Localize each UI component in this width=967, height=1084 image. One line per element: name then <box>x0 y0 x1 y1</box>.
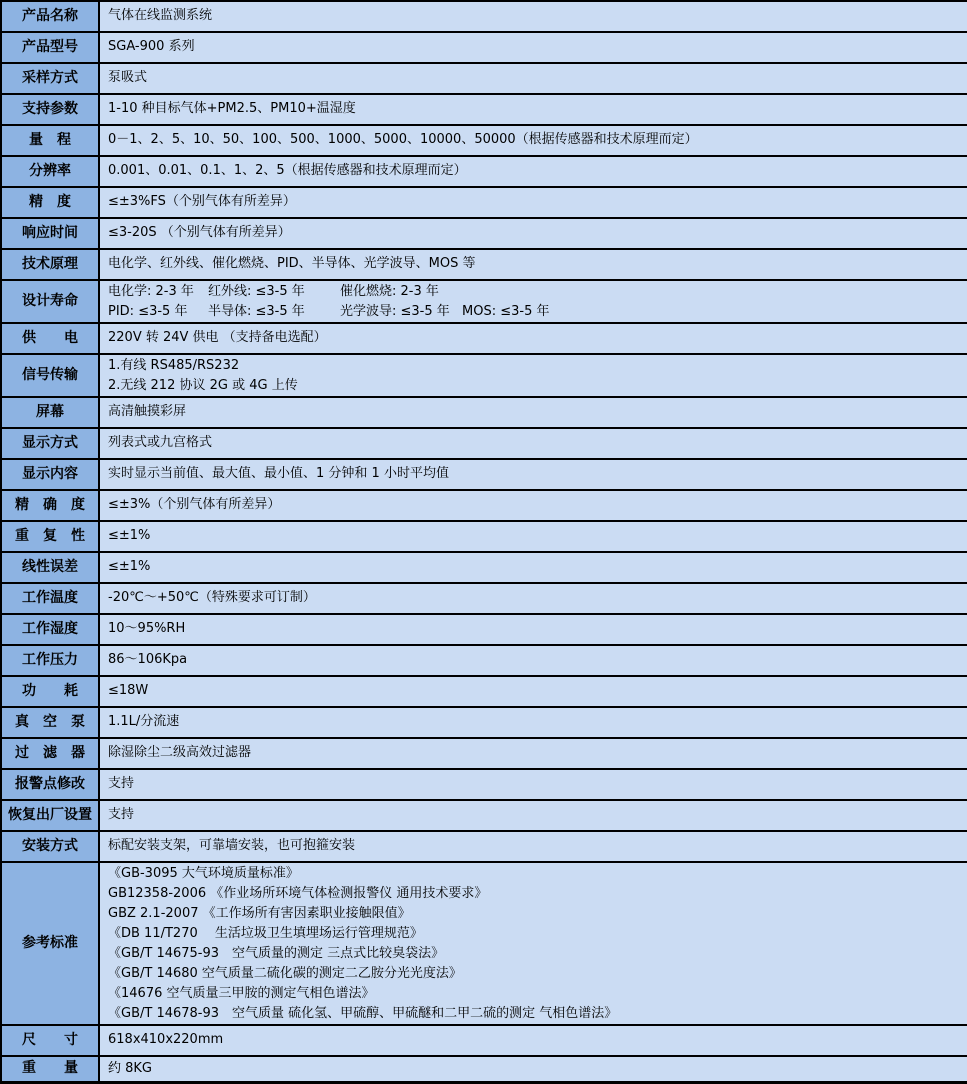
spec-label: 参考标准 <box>2 863 100 1024</box>
spec-label: 产品型号 <box>2 33 100 62</box>
spec-row <box>2 615 967 646</box>
spec-label: 重 复 性 <box>2 522 100 551</box>
spec-value-segment: 红外线: ≤3-5 年 <box>208 283 305 299</box>
spec-row <box>2 677 967 708</box>
spec-value-segment: 电化学: 2-3 年 <box>108 283 194 299</box>
spec-value <box>100 126 967 155</box>
spec-row <box>2 219 967 250</box>
spec-row <box>2 250 967 281</box>
spec-value <box>100 2 967 31</box>
spec-value <box>100 491 967 520</box>
spec-value <box>100 584 967 613</box>
spec-label: 工作湿度 <box>2 615 100 644</box>
spec-value-line: 约 8KG <box>108 1060 153 1076</box>
spec-row <box>2 584 967 615</box>
spec-value-line: 列表式或九宫格式 <box>108 435 213 451</box>
spec-value <box>100 646 967 675</box>
spec-value-line: 电化学、红外线、催化燃烧、PID、半导体、光学波导、MOS 等 <box>108 256 476 272</box>
spec-value-line: 标配安装支架，可靠墙安装，也可抱箍安装 <box>108 838 356 854</box>
spec-label: 采样方式 <box>2 64 100 93</box>
spec-value-line: GB12358-2006 《作业场所环境气体检测报警仪 通用技术要求》 <box>108 885 488 901</box>
spec-label: 产品名称 <box>2 2 100 31</box>
spec-label: 信号传输 <box>2 355 100 396</box>
spec-row <box>2 739 967 770</box>
spec-row <box>2 708 967 739</box>
spec-row <box>2 157 967 188</box>
spec-value <box>100 801 967 830</box>
spec-value-line: ≤±1% <box>108 528 151 544</box>
spec-value-line: ≤±3%（个别气体有所差异） <box>108 497 281 513</box>
spec-label: 显示方式 <box>2 429 100 458</box>
spec-label: 设计寿命 <box>2 281 100 322</box>
spec-value <box>100 553 967 582</box>
spec-label: 精 度 <box>2 188 100 217</box>
spec-value <box>100 739 967 768</box>
spec-value <box>100 324 967 353</box>
spec-label: 显示内容 <box>2 460 100 489</box>
spec-value <box>100 460 967 489</box>
spec-value-line: 86～106Kpa <box>108 652 188 668</box>
spec-label: 重 量 <box>2 1057 100 1081</box>
spec-value-line: ≤3-20S （个别气体有所差异） <box>108 225 291 241</box>
spec-value <box>100 95 967 124</box>
spec-row <box>2 801 967 832</box>
spec-value <box>100 677 967 706</box>
spec-value-segment: 光学波导: ≤3-5 年 <box>340 303 450 319</box>
spec-value-line: 泵吸式 <box>108 70 148 86</box>
spec-value-line: 2.无线 212 协议 2G 或 4G 上传 <box>108 377 298 393</box>
spec-value-line: 618x410x220mm <box>108 1032 224 1048</box>
spec-value-line: 《GB/T 14678-93 空气质量 硫化氢、甲硫醇、甲硫醚和二甲二硫的测定 气相色谱法》 <box>108 1005 618 1021</box>
spec-value <box>100 281 967 322</box>
spec-row <box>2 126 967 157</box>
spec-value-line: ≤18W <box>108 683 149 699</box>
spec-value <box>100 157 967 186</box>
spec-value-segment: MOS: ≤3-5 年 <box>462 303 550 319</box>
spec-row <box>2 2 967 33</box>
spec-value-line: GBZ 2.1-2007 《工作场所有害因素职业接触限值》 <box>108 905 411 921</box>
spec-value <box>100 708 967 737</box>
spec-value-segment: 催化燃烧: 2-3 年 <box>340 283 439 299</box>
spec-value <box>100 64 967 93</box>
spec-value-line <box>108 282 963 302</box>
spec-row <box>2 324 967 355</box>
spec-value <box>100 770 967 799</box>
spec-row <box>2 429 967 460</box>
spec-value-line: 支持 <box>108 776 135 792</box>
spec-label: 屏幕 <box>2 398 100 427</box>
spec-value <box>100 1057 967 1081</box>
spec-value-line: 0.001、0.01、0.1、1、2、5（根据传感器和技术原理而定） <box>108 163 467 179</box>
spec-row <box>2 355 967 398</box>
spec-row <box>2 95 967 126</box>
spec-row <box>2 188 967 219</box>
spec-value-line: 220V 转 24V 供电 （支持备电选配） <box>108 330 327 346</box>
spec-row <box>2 553 967 584</box>
spec-label: 响应时间 <box>2 219 100 248</box>
spec-value <box>100 33 967 62</box>
spec-value-line: 1-10 种目标气体+PM2.5、PM10+温湿度 <box>108 101 356 117</box>
spec-label: 工作压力 <box>2 646 100 675</box>
spec-row <box>2 1057 967 1081</box>
spec-value <box>100 1026 967 1055</box>
spec-label: 恢复出厂设置 <box>2 801 100 830</box>
spec-value-line: 《GB/T 14675-93 空气质量的测定 三点式比较臭袋法》 <box>108 945 445 961</box>
spec-label: 供 电 <box>2 324 100 353</box>
spec-row <box>2 398 967 429</box>
spec-value-segment: 半导体: ≤3-5 年 <box>208 303 305 319</box>
spec-row <box>2 863 967 1026</box>
spec-value-line: ≤±1% <box>108 559 151 575</box>
spec-row <box>2 460 967 491</box>
spec-value <box>100 429 967 458</box>
spec-label: 工作温度 <box>2 584 100 613</box>
spec-label: 精 确 度 <box>2 491 100 520</box>
spec-row <box>2 832 967 863</box>
spec-value-line: 0－1、2、5、10、50、100、500、1000、5000、10000、50000（根据传感器和技术原理而定） <box>108 132 698 148</box>
spec-value-line: -20℃～+50℃（特殊要求可订制） <box>108 590 316 606</box>
spec-value <box>100 219 967 248</box>
spec-label: 量 程 <box>2 126 100 155</box>
spec-row <box>2 1026 967 1057</box>
spec-value <box>100 832 967 861</box>
spec-row <box>2 64 967 95</box>
spec-value <box>100 188 967 217</box>
spec-label: 支持参数 <box>2 95 100 124</box>
spec-label: 报警点修改 <box>2 770 100 799</box>
spec-label: 尺 寸 <box>2 1026 100 1055</box>
spec-value-line: SGA-900 系列 <box>108 39 195 55</box>
spec-value-segment: PID: ≤3-5 年 <box>108 303 188 319</box>
spec-row <box>2 33 967 64</box>
spec-value <box>100 615 967 644</box>
spec-label: 过 滤 器 <box>2 739 100 768</box>
spec-label: 安装方式 <box>2 832 100 861</box>
spec-value-line: 《14676 空气质量三甲胺的测定气相色谱法》 <box>108 985 375 1001</box>
spec-value-line: 1.1L/分流速 <box>108 714 180 730</box>
spec-label: 真 空 泵 <box>2 708 100 737</box>
spec-label: 线性误差 <box>2 553 100 582</box>
spec-label: 功 耗 <box>2 677 100 706</box>
spec-value-line: 气体在线监测系统 <box>108 8 213 24</box>
spec-value <box>100 355 967 396</box>
spec-value-line: 《GB-3095 大气环境质量标准》 <box>108 865 299 881</box>
spec-row <box>2 770 967 801</box>
spec-value-line: ≤±3%FS（个别气体有所差异） <box>108 194 296 210</box>
spec-row <box>2 646 967 677</box>
spec-row <box>2 281 967 324</box>
spec-value <box>100 863 967 1024</box>
spec-label: 技术原理 <box>2 250 100 279</box>
spec-value-line: 高清触摸彩屏 <box>108 404 187 420</box>
spec-row <box>2 522 967 553</box>
spec-row <box>2 491 967 522</box>
spec-value <box>100 250 967 279</box>
spec-value-line: 1.有线 RS485/RS232 <box>108 357 240 373</box>
spec-label: 分辨率 <box>2 157 100 186</box>
spec-value-line: 实时显示当前值、最大值、最小值、1 分钟和 1 小时平均值 <box>108 466 449 482</box>
spec-value-line: 支持 <box>108 807 135 823</box>
spec-value <box>100 398 967 427</box>
spec-value <box>100 522 967 551</box>
spec-value-line: 除湿除尘二级高效过滤器 <box>108 745 252 761</box>
spec-value-line: 《GB/T 14680 空气质量二硫化碳的测定二乙胺分光光度法》 <box>108 965 462 981</box>
spec-value-line: 《DB 11/T270 生活垃圾卫生填埋场运行管理规范》 <box>108 925 423 941</box>
spec-value-line <box>108 302 963 322</box>
spec-value-line: 10～95%RH <box>108 621 186 637</box>
